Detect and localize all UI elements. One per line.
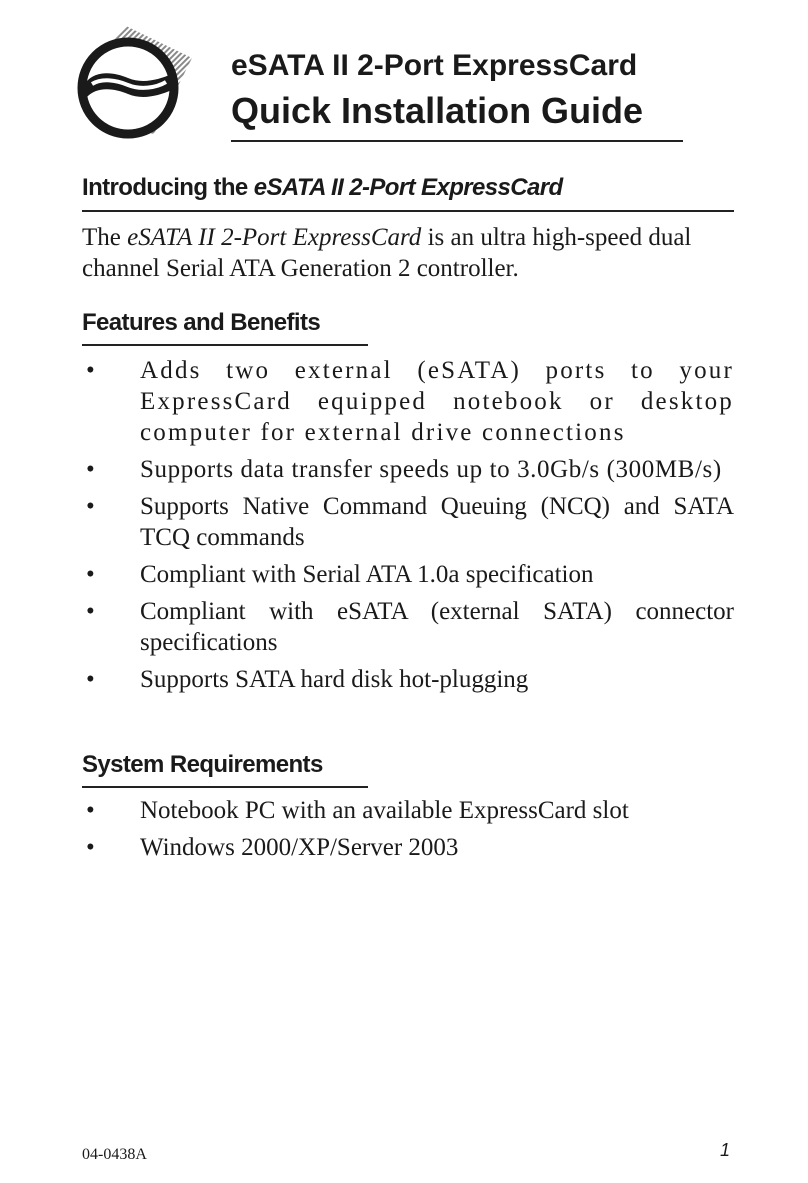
list-item: • Compliant with eSATA (external SATA) connector specifications: [86, 598, 734, 656]
bullet-icon: •: [86, 666, 95, 693]
list-item: • Supports SATA hard disk hot-plugging: [86, 666, 529, 693]
list-item: • Compliant with Serial ATA 1.0a specification: [86, 561, 594, 588]
page-number: 1: [720, 1140, 731, 1160]
features-list: [82, 355, 734, 701]
bullet-icon: •: [86, 598, 95, 625]
intro-paragraph: [82, 222, 734, 284]
list-item: • Supports data transfer speeds up to 3.0Gb/s (300MB/s): [86, 456, 722, 483]
features-heading-rule: [82, 344, 368, 346]
list-item: • Notebook PC with an available ExpressCard slot: [86, 797, 629, 824]
siig-logo-icon: [66, 20, 216, 152]
list-item: • Windows 2000/XP/Server 2003: [86, 834, 459, 861]
intro-heading-product: eSATA II 2-Port ExpressCard: [253, 174, 563, 201]
bullet-icon: •: [86, 834, 95, 861]
list-item: • Supports Native Command Queuing (NCQ) and SATA TCQ commands: [86, 493, 734, 551]
product-title: eSATA II 2-Port ExpressCard: [231, 49, 638, 82]
intro-heading-rule: [82, 210, 734, 212]
guide-title: Quick Installation Guide: [231, 90, 644, 131]
bullet-icon: •: [86, 561, 95, 588]
bullet-icon: •: [86, 456, 96, 483]
bullet-icon: •: [86, 493, 95, 520]
intro-body-product: eSATA II 2-Port ExpressCard: [127, 224, 422, 251]
title-divider: [231, 140, 683, 142]
bullet-icon: •: [86, 357, 97, 384]
requirements-list: [82, 795, 734, 869]
intro-heading: [82, 174, 563, 202]
intro-body-suffix: is an ultra high-speed dual channel Serial ATA Generation 2 controller.: [82, 224, 692, 282]
requirements-heading-rule: [82, 786, 368, 788]
requirements-heading: System Requirements: [82, 751, 323, 778]
features-heading: Features and Benefits: [82, 309, 321, 336]
title-block: [231, 44, 683, 134]
intro-body-prefix: The: [82, 224, 121, 251]
intro-heading-prefix: Introducing the: [82, 174, 248, 201]
bullet-icon: •: [86, 797, 95, 824]
list-item: • Adds two external (eSATA) ports to your ExpressCard equipped notebook or desktop computer for external drive connections: [86, 357, 734, 446]
document-code: 04-0438A: [82, 1146, 147, 1163]
